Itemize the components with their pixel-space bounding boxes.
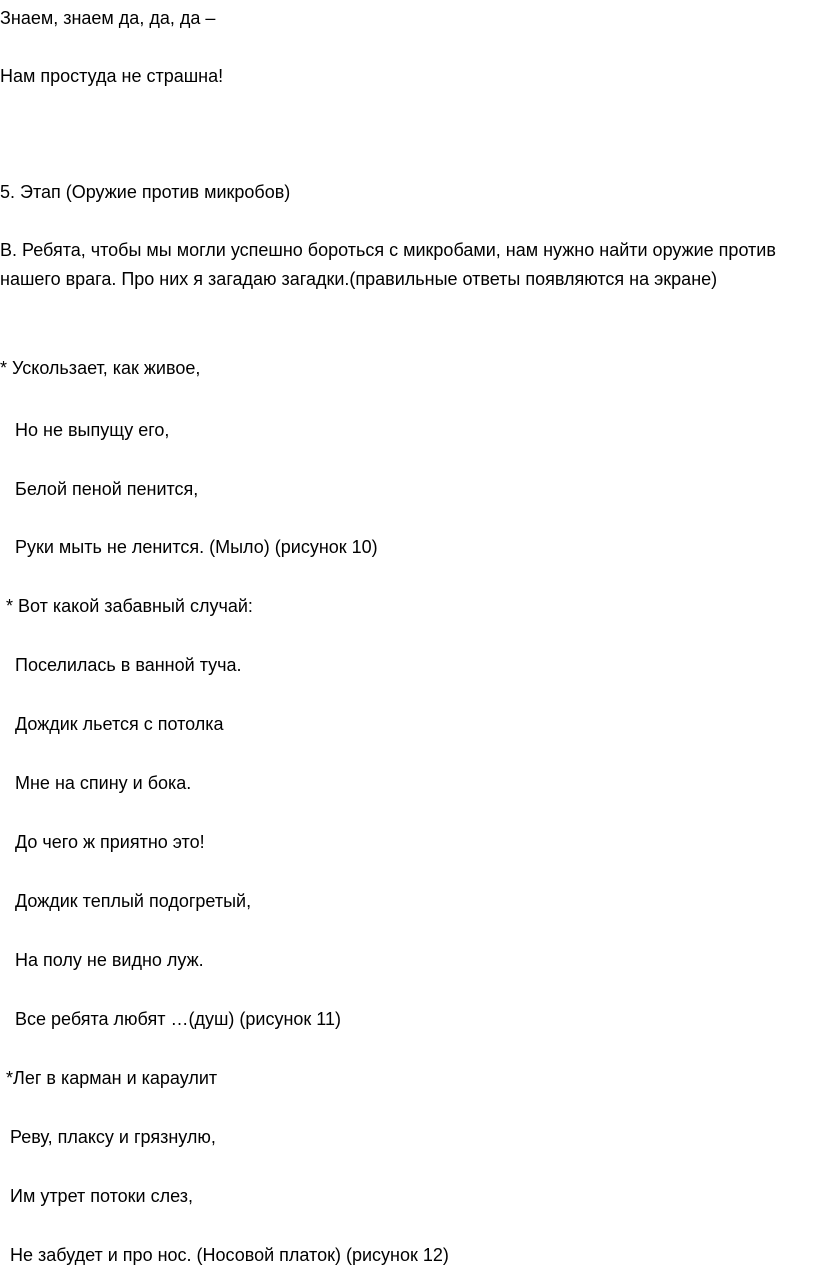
riddle-1-line-4: Руки мыть не ленится. (Мыло) (рисунок 10)	[15, 537, 378, 557]
stage-heading: 5. Этап (Оружие против микробов)	[0, 182, 291, 202]
riddle-2-line-7: На полу не видно луж.	[15, 950, 204, 970]
riddle-2-line-3: Дождик льется с потолка	[15, 714, 224, 734]
riddle-2-line-4: Мне на спину и бока.	[15, 773, 192, 793]
song-line-1: Знаем, знаем да, да, да –	[0, 8, 216, 28]
riddle-3-line-1: *Лег в карман и караулит	[6, 1068, 218, 1088]
teacher-intro-paragraph: В. Ребята, чтобы мы могли успешно бороться с микробами, нам нужно найти оружие против нашего врага. Про них я загадаю загадки.(правильные ответы появляются на экране)	[0, 240, 776, 289]
riddle-1-line-2: Но не выпущу его,	[15, 420, 170, 440]
riddle-2-line-6: Дождик теплый подогретый,	[15, 891, 252, 911]
riddle-3-line-2: Реву, плаксу и грязнулю,	[10, 1127, 216, 1147]
riddle-1-line-3: Белой пеной пенится,	[15, 479, 199, 499]
riddle-3-line-4: Не забудет и про нос. (Носовой платок) (рисунок 12)	[10, 1245, 449, 1265]
song-line-2: Нам простуда не страшна!	[0, 66, 224, 86]
riddle-2-line-1: * Вот какой забавный случай:	[6, 596, 253, 616]
riddle-1-line-1: * Ускользает, как живое,	[0, 358, 201, 378]
riddle-2-line-2: Поселилась в ванной туча.	[15, 655, 242, 675]
riddle-2-line-5: До чего ж приятно это!	[15, 832, 205, 852]
riddle-2-line-8: Все ребята любят …(душ) (рисунок 11)	[15, 1009, 341, 1029]
riddle-3-line-3: Им утрет потоки слез,	[10, 1186, 193, 1206]
